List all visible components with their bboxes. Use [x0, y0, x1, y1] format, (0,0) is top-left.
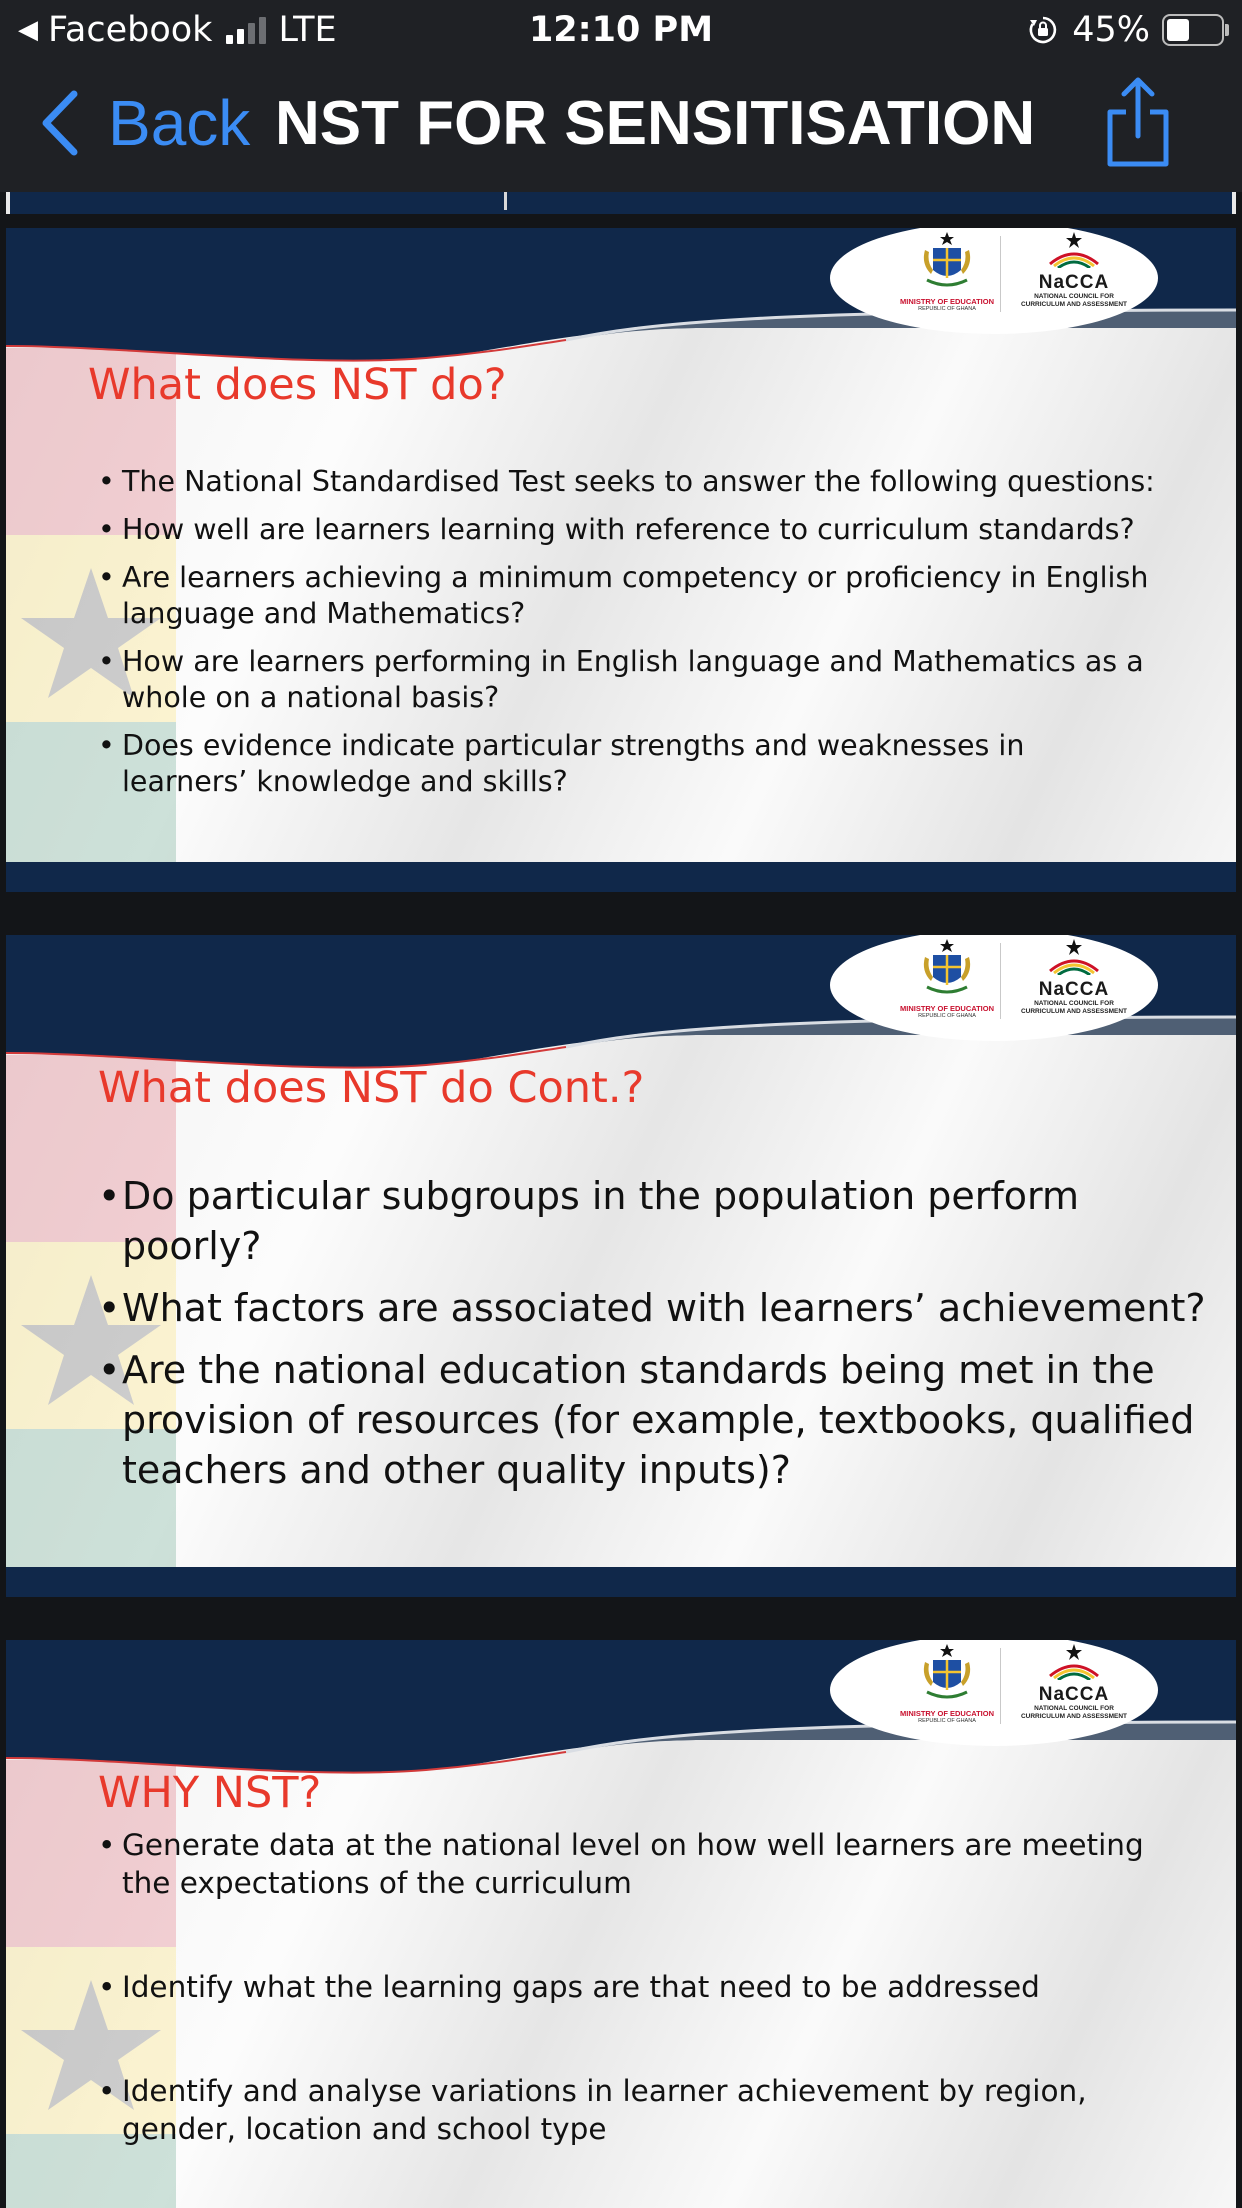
- moe-country: REPUBLIC OF GHANA: [918, 306, 976, 312]
- bullet-item: • Are learners achieving a minimum competency or proficiency in English language and Mathematics?: [98, 560, 1158, 632]
- nacca-name: NaCCA: [1038, 272, 1110, 293]
- slide-title: What does NST do Cont.?: [98, 1063, 645, 1113]
- slide-footer-bar: [6, 1567, 1236, 1597]
- nacca-name: NaCCA: [1038, 1684, 1110, 1705]
- back-button[interactable]: [38, 82, 250, 164]
- battery-percent: 45%: [1072, 10, 1150, 50]
- navigation-bar: [0, 62, 1242, 192]
- coat-of-arms-icon: [919, 1642, 975, 1704]
- network-type: LTE: [278, 10, 337, 50]
- back-app-label: Facebook: [48, 10, 213, 50]
- moe-country: REPUBLIC OF GHANA: [918, 1013, 976, 1019]
- nacca-logo: [1006, 1642, 1142, 1721]
- nacca-subtitle-1: NATIONAL COUNCIL FOR: [1034, 1000, 1114, 1007]
- previous-slide-edge: [6, 192, 1236, 214]
- slide-title: What does NST do?: [88, 360, 507, 410]
- page-title: NST FOR SENSITISATION: [275, 89, 1036, 158]
- nacca-emblem-icon: [1044, 230, 1104, 268]
- status-bar: [0, 0, 1242, 62]
- battery-icon: [1162, 14, 1224, 46]
- bullet-list: [98, 464, 1158, 812]
- nacca-emblem-icon: [1044, 1642, 1104, 1680]
- bullet-item: • Are the national education standards being met in the provision of resources (for example, textbooks, qualified teachers and other quality inputs)?: [98, 1345, 1208, 1495]
- bullet-item: • The National Standardised Test seeks to answer the following questions:: [98, 464, 1158, 500]
- nacca-logo: [1006, 230, 1142, 309]
- status-right: [1028, 10, 1224, 50]
- rotation-lock-icon: [1028, 15, 1058, 45]
- nacca-name: NaCCA: [1038, 979, 1110, 1000]
- logo-divider: [1000, 943, 1001, 1019]
- nacca-emblem-icon: [1044, 937, 1104, 975]
- bullet-item: • Do particular subgroups in the population perform poorly?: [98, 1171, 1208, 1271]
- slide-2[interactable]: [6, 935, 1236, 1597]
- moe-country: REPUBLIC OF GHANA: [918, 1718, 976, 1724]
- ministry-of-education-logo: [892, 937, 1002, 1020]
- bullet-item: • How are learners performing in English language and Mathematics as a whole on a national basis?: [98, 644, 1158, 716]
- bullet-item: • Generate data at the national level on how well learners are meeting the expectations of the curriculum: [98, 1826, 1158, 1902]
- bullet-item: • What factors are associated with learners’ achievement?: [98, 1283, 1208, 1333]
- back-label: Back: [108, 87, 251, 159]
- bullet-item: • Does evidence indicate particular strengths and weaknesses in learners’ knowledge and skills?: [98, 728, 1158, 800]
- slide-title: WHY NST?: [98, 1768, 322, 1818]
- clock: 12:10 PM: [528, 10, 714, 50]
- moe-name: MINISTRY OF EDUCATION: [899, 1004, 995, 1013]
- slide-footer-bar: [6, 862, 1236, 892]
- nacca-subtitle-1: NATIONAL COUNCIL FOR: [1034, 1705, 1114, 1712]
- chevron-left-icon: [38, 88, 82, 158]
- moe-name: MINISTRY OF EDUCATION: [899, 1709, 995, 1718]
- slide-1[interactable]: [6, 228, 1236, 892]
- logo-divider: [1000, 1648, 1001, 1724]
- slide-3[interactable]: [6, 1640, 1236, 2208]
- nacca-subtitle-2: CURRICULUM AND ASSESSMENT: [1020, 301, 1128, 308]
- ministry-of-education-logo: [892, 230, 1002, 313]
- bullet-list: [98, 1826, 1158, 2148]
- back-triangle-icon: ◀: [18, 15, 38, 45]
- bullet-list: [98, 1171, 1208, 1507]
- nacca-logo: [1006, 937, 1142, 1016]
- bullet-item: • Identify and analyse variations in learner achievement by region, gender, location and school type: [98, 2072, 1158, 2148]
- share-icon[interactable]: [1100, 72, 1176, 172]
- logo-divider: [1000, 236, 1001, 312]
- coat-of-arms-icon: [919, 230, 975, 292]
- nacca-subtitle-1: NATIONAL COUNCIL FOR: [1034, 293, 1114, 300]
- coat-of-arms-icon: [919, 937, 975, 999]
- bullet-item: • How well are learners learning with reference to curriculum standards?: [98, 512, 1158, 548]
- ministry-of-education-logo: [892, 1642, 1002, 1725]
- bullet-item: • Identify what the learning gaps are that need to be addressed: [98, 1968, 1158, 2006]
- nacca-subtitle-2: CURRICULUM AND ASSESSMENT: [1020, 1713, 1128, 1720]
- nacca-subtitle-2: CURRICULUM AND ASSESSMENT: [1020, 1008, 1128, 1015]
- moe-name: MINISTRY OF EDUCATION: [899, 297, 995, 306]
